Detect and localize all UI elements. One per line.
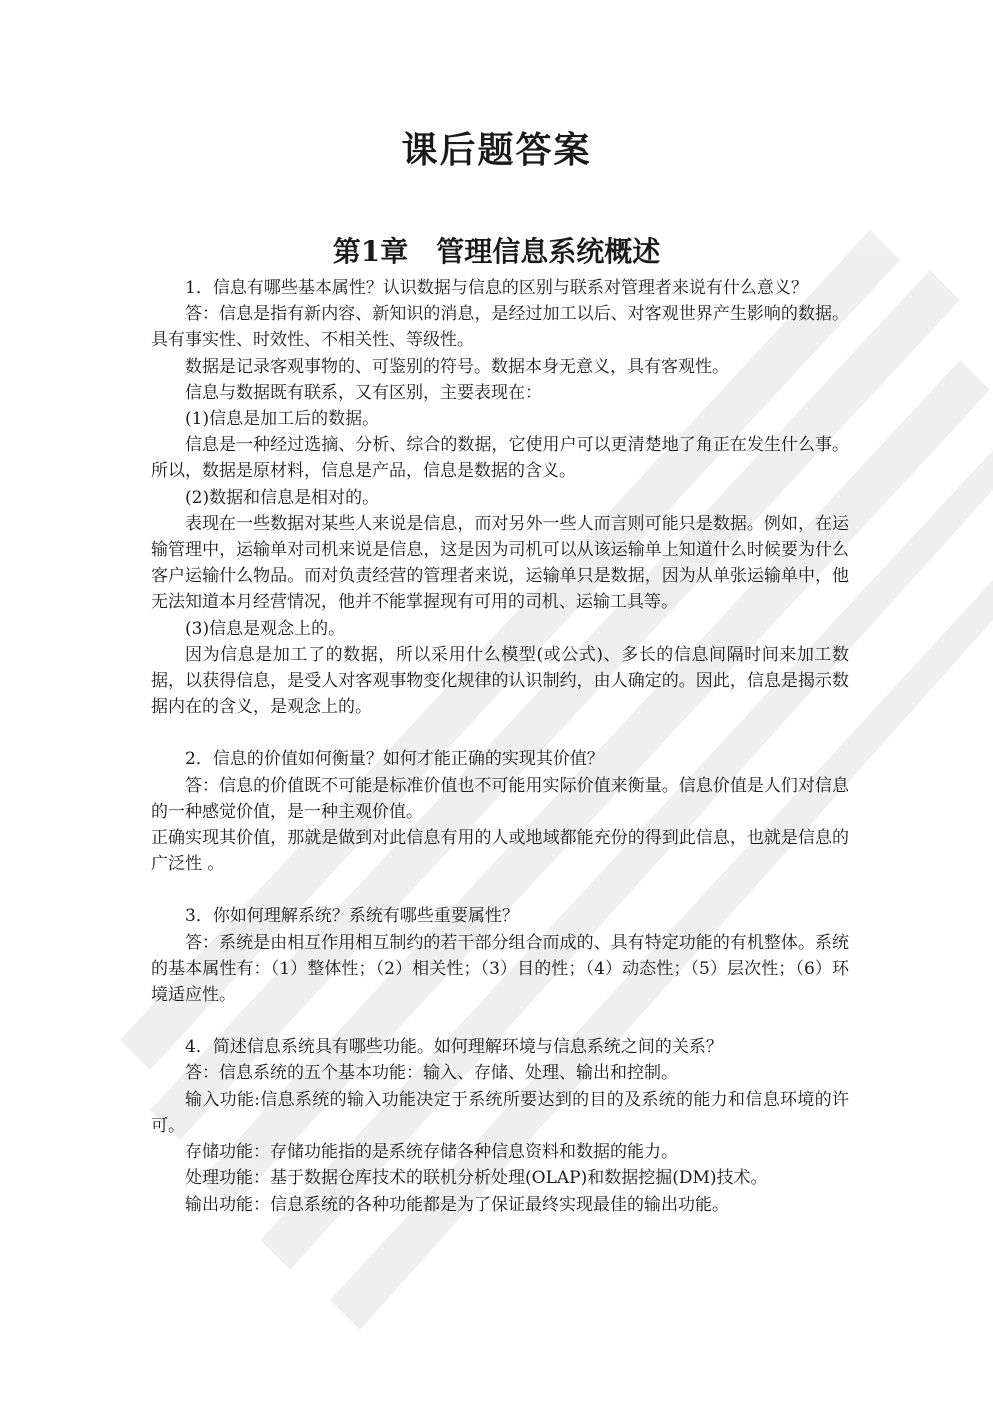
answer-paragraph: (3)信息是观念上的。 <box>185 618 346 639</box>
question-1: 1．信息有哪些基本属性？认识数据与信息的区别与联系对管理者来说有什么意义？ <box>185 278 808 298</box>
answer-paragraph: 正确实现其价值，那就是做到对此信息有用的人或地域都能充份的得到此信息，也就是信息的广泛性 。 <box>151 828 849 875</box>
chapter-title: 第1章 管理信息系统概述 <box>332 235 661 268</box>
answer-paragraph: 答：信息是指有新内容、新知识的消息，是经过加工以后、对客观世界产生影响的数据。具有事实性、时效性、不相关性、等级性。 <box>151 304 849 351</box>
answer-paragraph: 处理功能：基于数据仓库技术的联机分析处理(OLAP)和数据挖掘(DM)技术。 <box>185 1168 768 1189</box>
answer-paragraph: 因为信息是加工了的数据，所以采用什么模型(或公式)、多长的信息间隔时间来加工数据，以获得信息，是受人对客观事物变化规律的认识制约，由人确定的。因此，信息是揭示数据内在的含义，是观念上的。 <box>151 644 849 718</box>
answer-paragraph: 输出功能：信息系统的各种功能都是为了保证最终实现最佳的输出功能。 <box>185 1194 729 1215</box>
answer-paragraph: 答：系统是由相互作用相互制约的若干部分组合而成的、具有特定功能的有机整体。系统的基本属性有：（1）整体性；（2）相关性；（3）目的性；（4）动态性；（5）层次性；（6）环境适应性。 <box>151 932 849 1006</box>
answer-paragraph: 表现在一些数据对某些人来说是信息，而对另外一些人而言则可能只是数据。例如，在运输管理中，运输单对司机来说是信息，这是因为司机可以从该运输单上知道什么时候要为什么客户运输什么物品。而对负责经营的管理者来说，运输单只是数据，因为从单张运输单中，他无法知道本月经营情况，他并不能掌握现有可用的司机、运输工具等。 <box>151 513 849 613</box>
document-body <box>151 275 849 1218</box>
section-gap <box>151 877 849 903</box>
question-3: 3．你如何理解系统？系统有哪些重要属性？ <box>185 906 519 927</box>
answer-paragraph: 信息与数据既有联系，又有区别，主要表现在： <box>185 382 542 403</box>
answer-paragraph: 答：信息的价值既不可能是标准价值也不可能用实际价值来衡量。信息价值是人们对信息的一种感觉价值，是一种主观价值。 <box>151 775 849 822</box>
section-gap <box>151 1008 849 1034</box>
answer-paragraph: (2)数据和信息是相对的。 <box>185 487 380 508</box>
question-2: 2．信息的价值如何衡量？如何才能正确的实现其价值？ <box>185 749 604 770</box>
answer-paragraph: 信息是一种经过选摘、分析、综合的数据，它使用户可以更清楚地了角正在发生什么事。所以，数据是原材料，信息是产品，信息是数据的含义。 <box>151 435 849 482</box>
answer-paragraph: (1)信息是加工后的数据。 <box>185 409 380 430</box>
answer-paragraph: 输入功能:信息系统的输入功能决定于系统所要达到的目的及系统的能力和信息环境的许可。 <box>151 1089 849 1136</box>
document-title: 课后题答案 <box>401 129 592 171</box>
question-4: 4．简述信息系统具有哪些功能。如何理解环境与信息系统之间的关系？ <box>185 1037 723 1058</box>
answer-paragraph: 存储功能：存储功能指的是系统存储各种信息资料和数据的能力。 <box>185 1142 678 1163</box>
section-gap <box>151 720 849 746</box>
answer-paragraph: 数据是记录客观事物的、可鉴别的符号。数据本身无意义，具有客观性。 <box>185 356 729 377</box>
answer-paragraph: 答：信息系统的五个基本功能：输入、存储、处理、输出和控制。 <box>185 1063 678 1084</box>
